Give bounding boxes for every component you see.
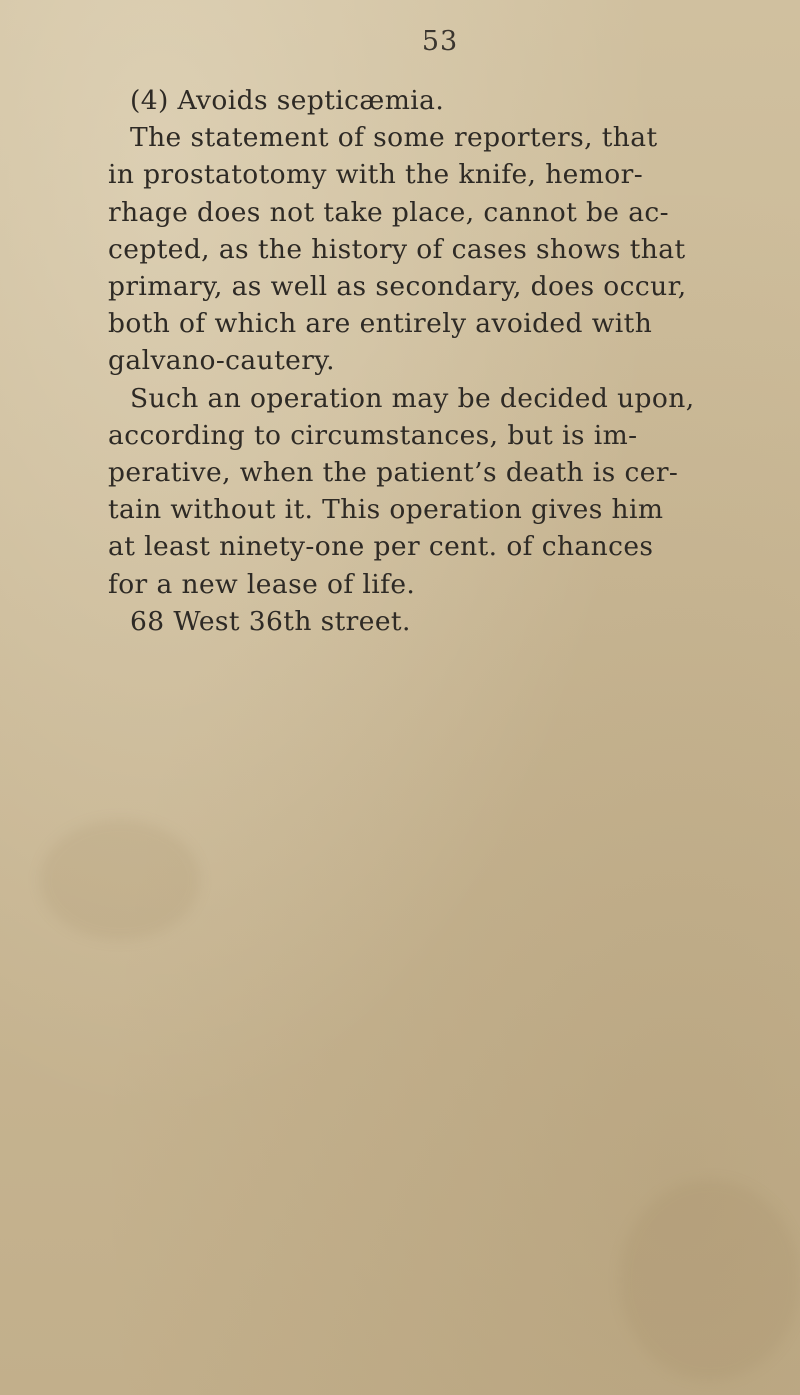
text-line: perative, when the patient’s death is cer-	[108, 457, 679, 489]
text-line: The statement of some reporters, that	[130, 122, 658, 154]
text-line: primary, as well as secondary, does occur,	[108, 271, 687, 303]
address-line: 68 West 36th street.	[130, 605, 411, 637]
text-line: in prostatotomy with the knife, hemor-	[108, 159, 644, 191]
paper-stain	[40, 820, 200, 940]
text-line: (4) Avoids septicæmia.	[130, 85, 445, 116]
text-line: galvano-cautery.	[108, 345, 335, 377]
text-line: at least ninety-one per cent. of chances	[108, 531, 654, 563]
text-line: rhage does not take place, cannot be ac-	[108, 196, 670, 228]
text-line: for a new lease of life.	[108, 568, 416, 600]
text-line: Such an operation may be decided upon,	[130, 382, 695, 414]
text-line: according to circumstances, but is im-	[108, 419, 638, 451]
body-text	[108, 82, 768, 640]
page-number: 53	[421, 26, 459, 57]
text-line: tain without it. This operation gives him	[108, 494, 664, 526]
text-line: cepted, as the history of cases shows that	[108, 233, 686, 265]
paper-stain	[620, 1180, 800, 1380]
text-line: both of which are entirely avoided with	[108, 308, 653, 340]
